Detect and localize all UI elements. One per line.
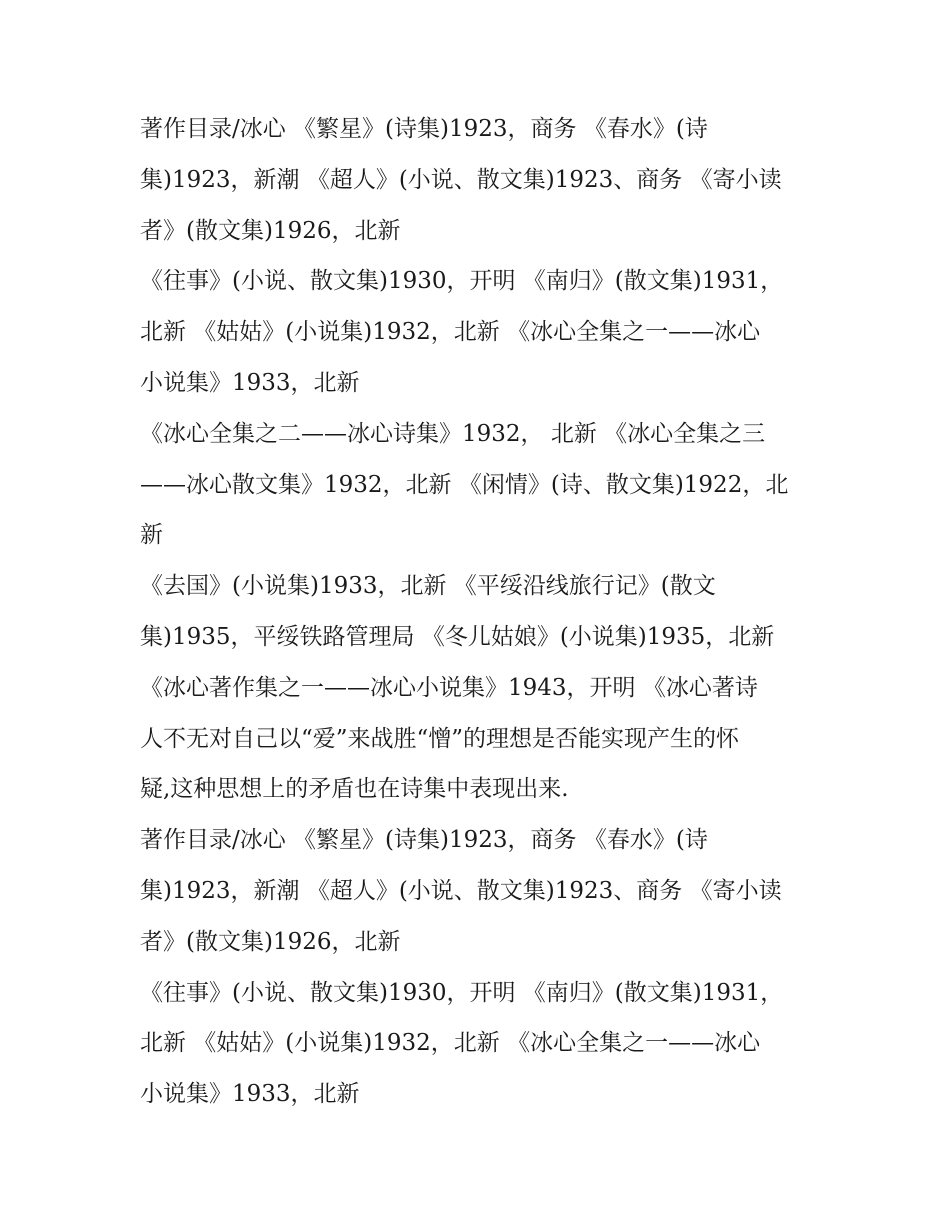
text-line: 集)1935，平绥铁路管理局 《冬儿姑娘》(小说集)1935，北新	[140, 623, 775, 650]
document-body	[140, 104, 820, 1120]
text-line: 者》(散文集)1926，北新	[140, 928, 401, 955]
text-line: 《去国》(小说集)1933，北新 《平绥沿线旅行记》(散文	[140, 573, 716, 600]
text-line: 集)1923，新潮 《超人》(小说、散文集)1923、商务 《寄小读	[140, 166, 782, 193]
text-line: 者》(散文集)1926，北新	[140, 217, 401, 244]
text-line: 北新 《姑姑》(小说集)1932，北新 《冰心全集之一——冰心	[140, 319, 761, 346]
text-line: 北新 《姑姑》(小说集)1932，北新 《冰心全集之一——冰心	[140, 1030, 761, 1057]
text-line: 著作目录/冰心 《繁星》(诗集)1923，商务 《春水》(诗	[140, 116, 708, 142]
text-line: 小说集》1933，北新	[140, 1081, 360, 1108]
text-line: 人不无对自己以“爱”来战胜“憎”的理想是否能实现产生的怀	[140, 725, 740, 752]
text-line: 《冰心全集之二——冰心诗集》1932， 北新 《冰心全集之三	[140, 420, 766, 447]
text-line: 著作目录/冰心 《繁星》(诗集)1923，商务 《春水》(诗	[140, 827, 708, 854]
text-line: 新	[140, 522, 163, 549]
text-line: 集)1923，新潮 《超人》(小说、散文集)1923、商务 《寄小读	[140, 877, 782, 904]
text-line: 小说集》1933，北新	[140, 369, 360, 396]
text-line: ——冰心散文集》1932，北新 《闲情》(诗、散文集)1922，北	[140, 471, 789, 498]
text-line: 《往事》(小说、散文集)1930，开明 《南归》(散文集)1931，	[140, 979, 784, 1006]
text-line: 《冰心著作集之一——冰心小说集》1943，开明 《冰心著诗	[140, 674, 758, 701]
text-line: 《往事》(小说、散文集)1930，开明 《南归》(散文集)1931，	[140, 268, 784, 295]
text-line: 疑,这种思想上的矛盾也在诗集中表现出来.	[140, 776, 569, 803]
